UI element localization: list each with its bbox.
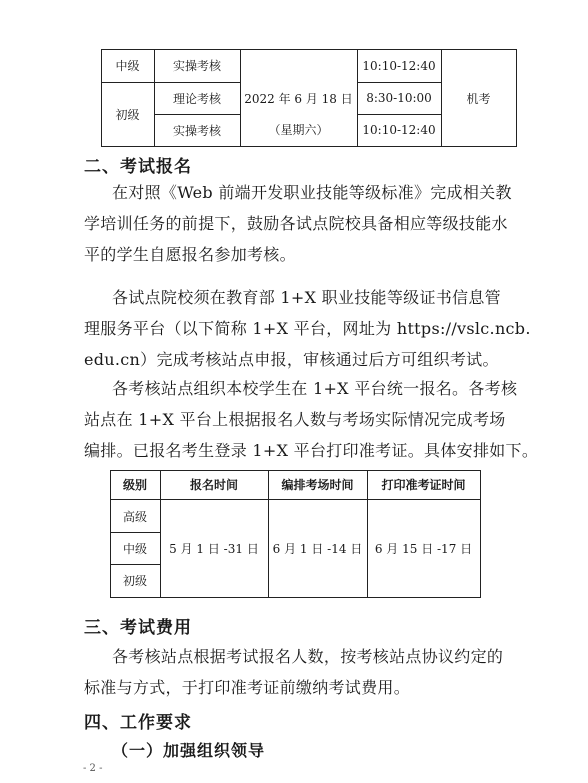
level-cell: 初级 — [122, 574, 147, 588]
section-title-fees: 三、考试费用 — [84, 618, 192, 638]
print-time-cell: 6 月 15 日 -17 日 — [374, 542, 473, 556]
exam-type-cell: 理论考核 — [172, 91, 221, 106]
level-cell: 中级 — [115, 59, 140, 73]
exam-time-cell: 10:10-12:40 — [362, 58, 436, 73]
text-line: 各试点院校须在教育部 1+X 职业技能等级证书信息管 — [112, 288, 501, 307]
exam-time-cell: 10:10-12:40 — [362, 123, 436, 137]
page-number: - 2 - — [83, 763, 103, 774]
text-line: 在对照《Web 前端开发职业技能等级标准》完成相关教 — [112, 183, 512, 202]
section-title-registration: 二、考试报名 — [84, 157, 192, 177]
text-line: 学培训任务的前提下，鼓励各试点院校具备相应等级技能水 — [84, 214, 508, 233]
text-line: edu.cn）完成考核站点申报，审核通过后方可组织考试。 — [84, 350, 499, 369]
paragraph — [112, 282, 501, 313]
level-cell: 高级 — [122, 509, 147, 524]
arrangement-time-cell: 6 月 1 日 -14 日 — [272, 542, 363, 556]
registration-time-cell: 5 月 1 日 -31 日 — [169, 542, 259, 556]
exam-type-cell: 实操考核 — [172, 123, 221, 138]
text-line: 各考核站点根据考试报名人数，按考核站点协议约定的 — [112, 647, 504, 666]
paragraph — [112, 373, 517, 404]
header-arrangement-time: 编排考场时间 — [281, 478, 354, 492]
section-title-requirements: 四、工作要求 — [84, 713, 192, 733]
header-print-time: 打印准考证时间 — [381, 478, 466, 492]
paragraph — [84, 672, 410, 703]
exam-time-cell: 8:30-10:00 — [366, 91, 432, 105]
paragraph — [84, 208, 508, 270]
text-line: 理服务平台（以下简称 1+X 平台，网址为 https://vslc.ncb. — [84, 319, 531, 338]
exam-date-cell: 2022 年 6 月 18 日 — [244, 91, 353, 106]
header-registration-time: 报名时间 — [189, 478, 238, 492]
paragraph — [112, 177, 512, 208]
paragraph — [84, 404, 538, 466]
subsection-title: （一）加强组织领导 — [112, 741, 266, 760]
registration-schedule-table — [110, 470, 481, 598]
text-line: 平的学生自愿报名参加考核。 — [84, 245, 296, 264]
text-line: 站点在 1+X 平台上根据报名人数与考场实际情况完成考场 — [84, 410, 506, 429]
exam-type-cell: 实操考核 — [172, 59, 221, 73]
level-cell: 中级 — [122, 541, 147, 556]
exam-mode-cell: 机考 — [466, 91, 491, 106]
exam-schedule-table — [101, 49, 517, 147]
exam-weekday-cell: （星期六） — [268, 122, 329, 137]
header-level: 级别 — [122, 478, 147, 492]
text-line: 各考核站点组织本校学生在 1+X 平台统一报名。各考核 — [112, 379, 518, 398]
paragraph — [84, 313, 531, 375]
text-line: 编排。已报名考生登录 1+X 平台打印准考证。具体安排如下。 — [84, 441, 539, 460]
paragraph — [112, 641, 503, 672]
text-line: 标准与方式，于打印准考证前缴纳考试费用。 — [84, 678, 411, 697]
level-cell: 初级 — [115, 107, 140, 122]
